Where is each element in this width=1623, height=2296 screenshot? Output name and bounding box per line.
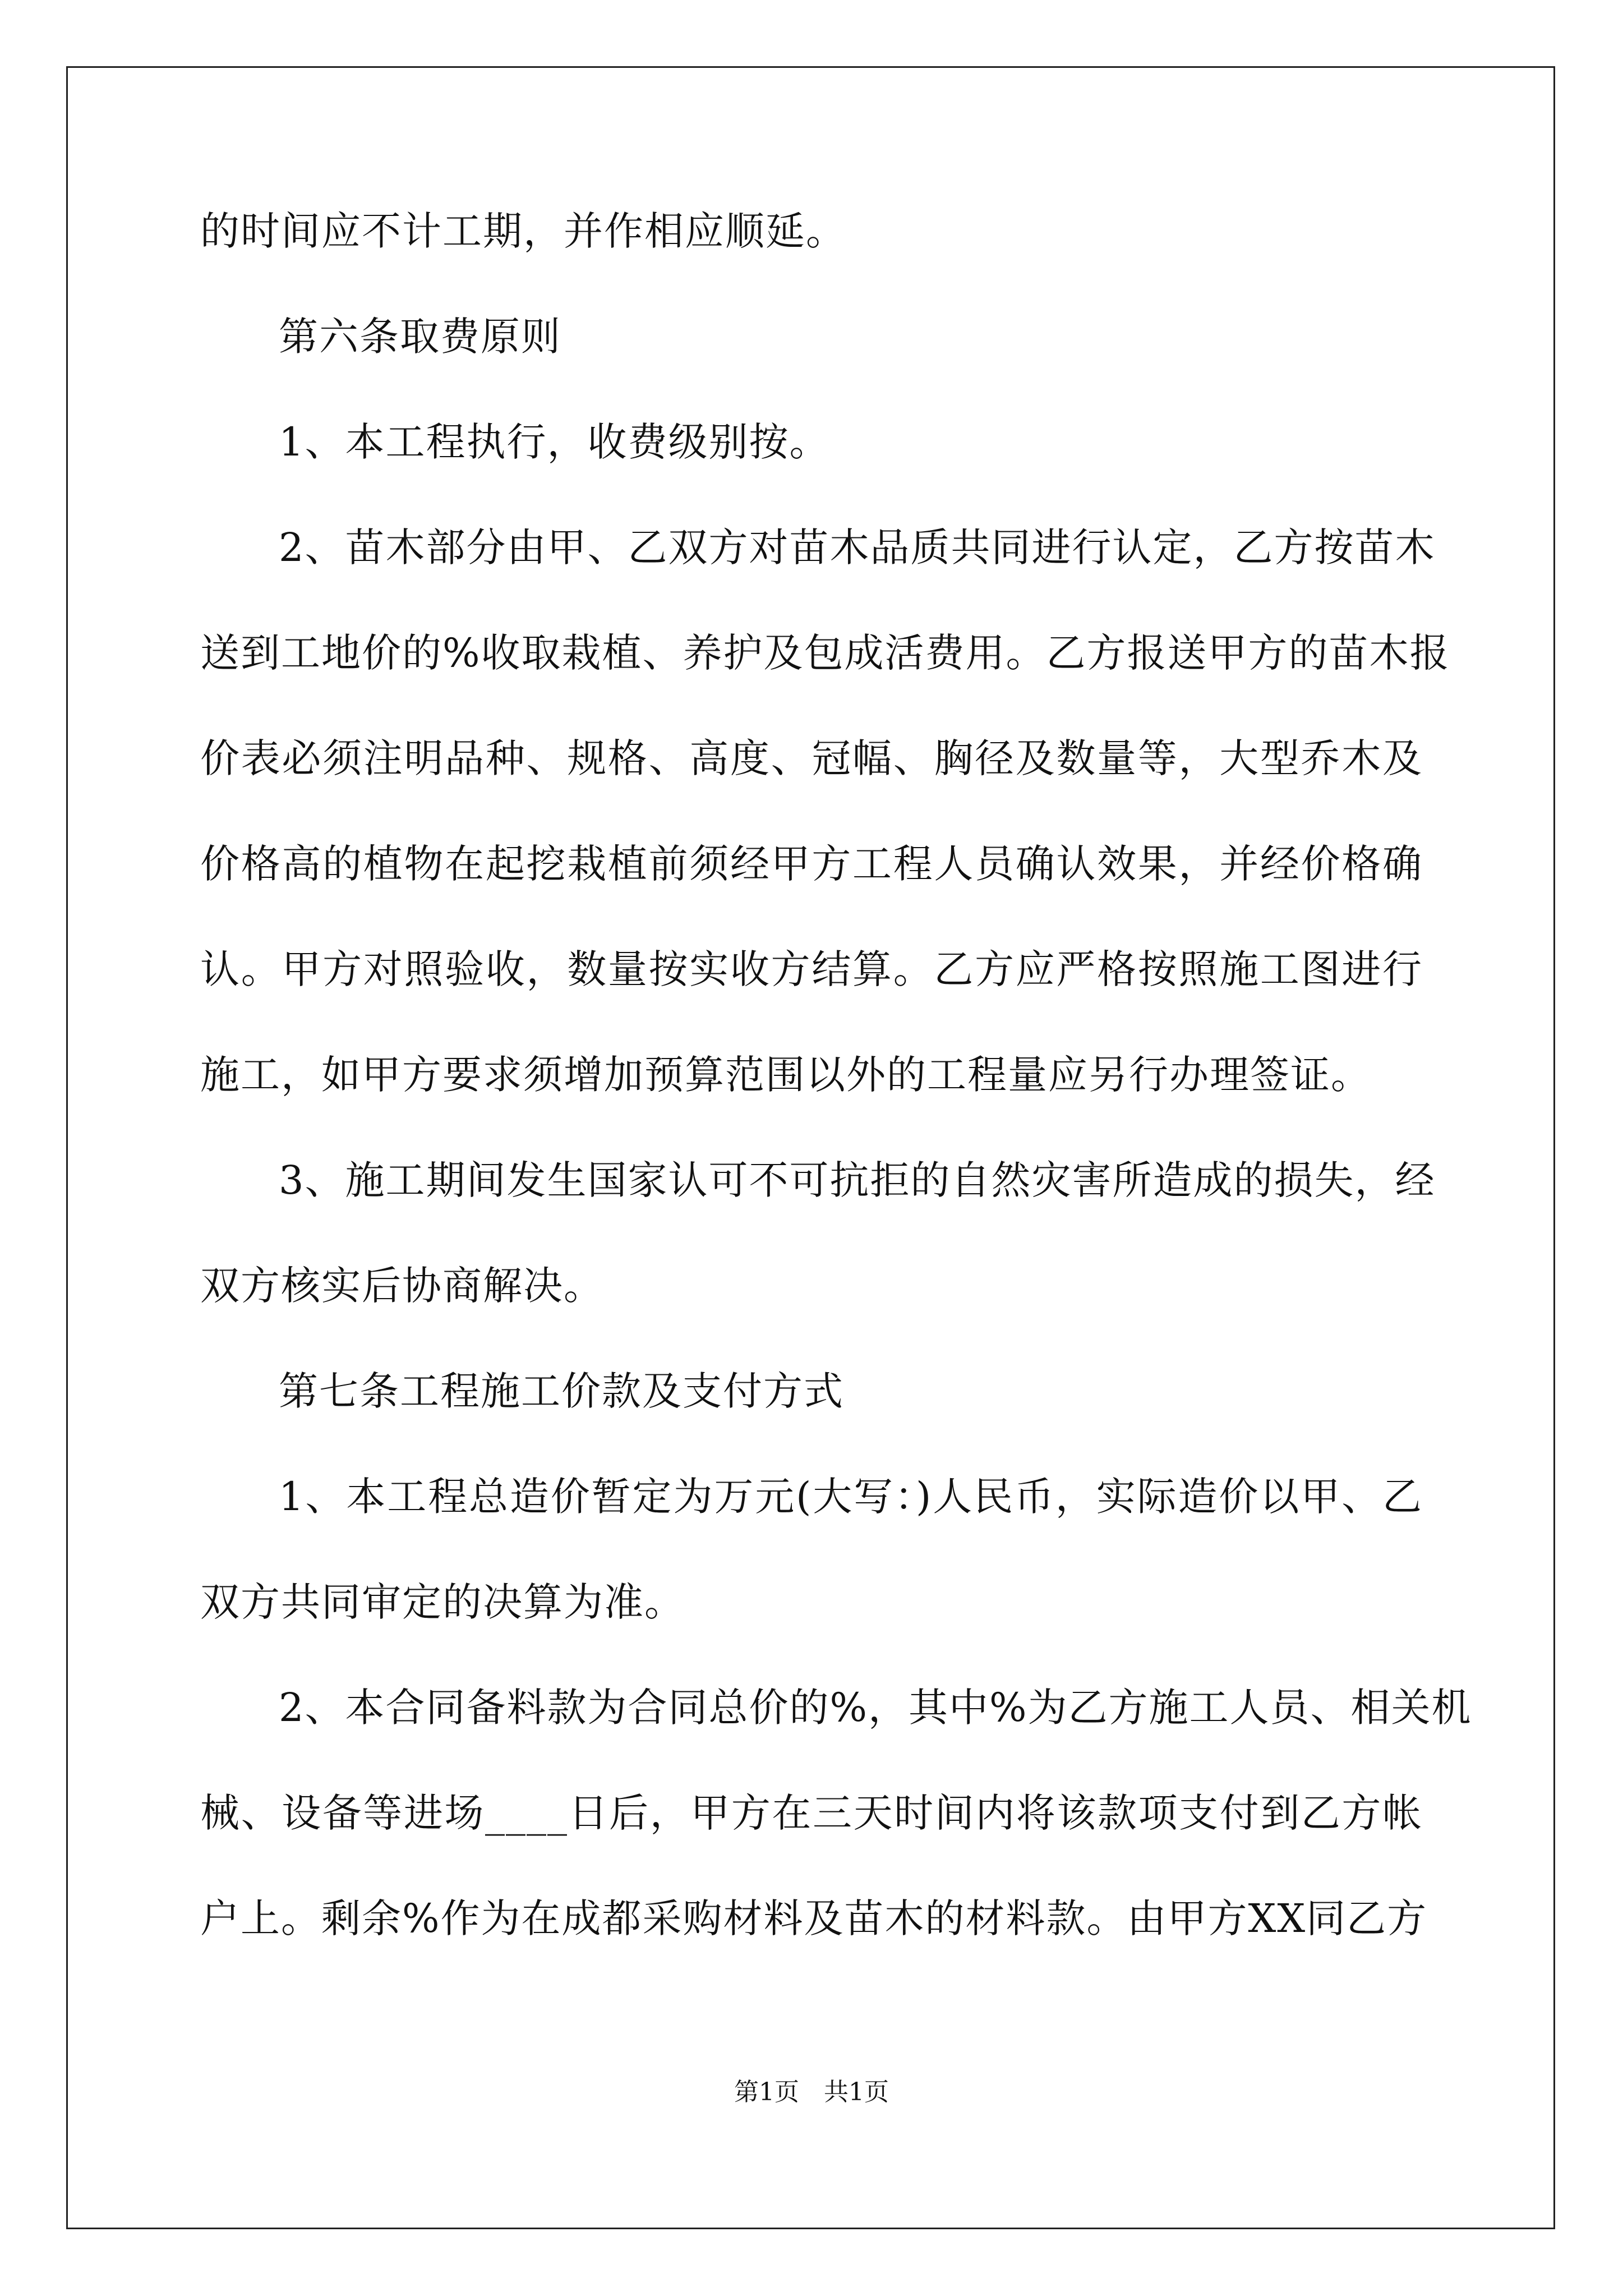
paragraph-line: 2、苗木部分由甲、乙双方对苗木品质共同进行认定，乙方按苗木: [279, 524, 1436, 570]
paragraph-line: 械、设备等进场____日后，甲方在三天时间内将该款项支付到乙方帐: [200, 1790, 1423, 1836]
paragraph-line: 价表必须注明品种、规格、高度、冠幅、胸径及数量等，大型乔木及: [200, 735, 1423, 781]
paragraph-line: 3、施工期间发生国家认可不可抗拒的自然灾害所造成的损失，经: [279, 1157, 1436, 1203]
paragraph-line: 1、本工程总造价暂定为万元(大写：)人民币，实际造价以甲、乙: [279, 1474, 1423, 1520]
paragraph-line: 户上。剩余%作为在成都采购材料及苗木的材料款。由甲方XX同乙方: [200, 1895, 1428, 1941]
paragraph-line: 价格高的植物在起挖栽植前须经甲方工程人员确认效果，并经价格确: [200, 841, 1423, 887]
paragraph-line: 的时间应不计工期，并作相应顺延。: [200, 208, 846, 254]
section-heading: 第六条取费原则: [279, 314, 561, 360]
paragraph-line: 双方核实后协商解决。: [200, 1263, 604, 1309]
paragraph-line: 2、本合同备料款为合同总价的%，其中%为乙方施工人员、相关机: [279, 1685, 1472, 1731]
page-footer: 第1页 共1页: [734, 2078, 889, 2106]
section-heading: 第七条工程施工价款及支付方式: [279, 1368, 844, 1414]
paragraph-line: 1、本工程执行，收费级别按。: [279, 419, 830, 465]
paragraph-line: 认。甲方对照验收，数量按实收方结算。乙方应严格按照施工图进行: [200, 946, 1423, 992]
paragraph-line: 双方共同审定的决算为准。: [200, 1579, 685, 1625]
paragraph-line: 送到工地价的%收取栽植、养护及包成活费用。乙方报送甲方的苗木报: [200, 630, 1450, 676]
paragraph-line: 施工，如甲方要求须增加预算范围以外的工程量应另行办理签证。: [200, 1052, 1371, 1098]
